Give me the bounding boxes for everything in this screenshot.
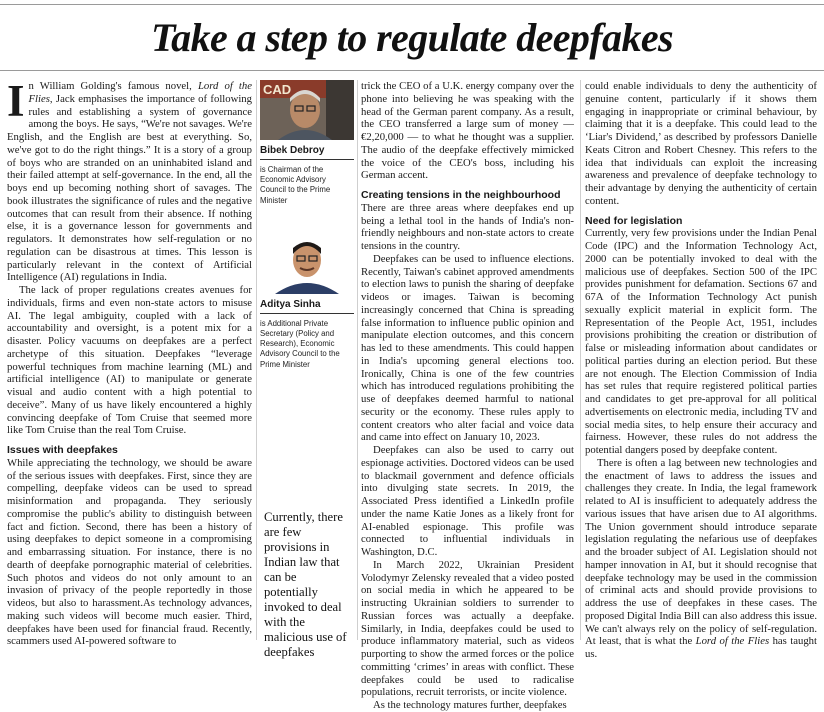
subheading: Issues with deepfakes bbox=[7, 444, 118, 456]
headline: Take a step to regulate deepfakes bbox=[151, 15, 673, 60]
text-span: n William Golding's famous novel, bbox=[28, 80, 198, 92]
paragraph: could enable individuals to deny the authenticity of genuine content, particularly if it shows them engaging in inappropriate or criminal behaviour, by claiming that it is a deepfake. This could lead to the ‘Liar's Dividend,’ as described by professors Danielle Keats Citron and Robert Chesney. This refers to the idea that individuals can exploit the increasing awareness and prevalence of deepfake technology to their advantage by denying the authenticity of certain content. bbox=[585, 80, 817, 207]
paragraph: In March 2022, Ukrainian President Volodymyr Zelensky revealed that a video posted on social media in which he appeared to be instructing Ukrainian soldiers to surrender to Russian forces was actually a deepfake. Similarly, in India, deepfakes could be used to produce inflammatory material, such as videos purporting to show the armed forces or the police committing ‘crimes’ in areas with conflict. These deepfakes could be used to radicalise populations, recruit terrorists, or incite violence. bbox=[361, 558, 574, 699]
column-rule bbox=[580, 80, 581, 640]
paragraph: Deepfakes can also be used to carry out espionage activities. Doctored videos can be used to blackmail government and defence officials into divulging state secrets. In 2019, the Associated Press identified a LinkedIn profile under the name Katie Jones as a likely front for AI-enabled espionage. This profile was connected to influential individuals in Washington, D.C. bbox=[361, 444, 574, 558]
article-column-1 bbox=[7, 76, 252, 648]
paragraph: Deepfakes can be used to influence elections. Recently, Taiwan's cabinet approved amendments to election laws to punish the sharing of deepfake videos or images. Taiwan is becoming increasingly concerned that China is spreading false information to influence public opinion and manipulate election outcomes, and this concern has led to these amendments. This could happen in India's upcoming general elections too. Ironically, China is one of the few countries which has introduced regulations prohibiting the use of deepfakes deemed harmful to national security or the economy. These rules apply to content creators who alter facial and voice data and came into effect on January 10, 2023. bbox=[361, 252, 574, 444]
paragraph bbox=[585, 457, 817, 661]
paragraph: There are three areas where deepfakes end up being a lethal tool in the hands of India's non-friendly neighbours and non-state actors to create tensions in the country. bbox=[361, 201, 574, 252]
book-title: Lord of the Flies bbox=[695, 635, 770, 648]
author-photo-bibek bbox=[260, 80, 354, 140]
subheading: Creating tensions in the neighbourhood bbox=[361, 189, 561, 201]
top-rule bbox=[0, 4, 824, 5]
author-name: Aditya Sinha bbox=[260, 299, 354, 314]
author-portrait-icon bbox=[260, 234, 354, 294]
author-portrait-icon bbox=[260, 80, 354, 140]
paragraph bbox=[7, 76, 252, 284]
author-column bbox=[260, 80, 354, 370]
text-span: , Jack emphasises the importance of following rules and establishing a system of governance among the boys. He says, “We're not savages. We're English, and the English are best at everything. So, we've got to do the right things.” It is a story of a group of boys who are stranded on an uninhabited island and their failed attempt at self-governance. In the end, all the boys end up becoming nothing short of savages. The book illustrates the significance of rules and the negative outcomes that can result from their absence. If nothing else, it is a governance lesson for governments and regulators. It demonstrates how self-regulation or no regulation can be disastrous at times. This lesson is particularly relevant in the context of Artificial Intelligence (AI) regulations in India. bbox=[7, 92, 252, 284]
column-rule bbox=[357, 80, 358, 640]
drop-cap: I bbox=[7, 76, 25, 126]
book-title: Lord of the Flies bbox=[28, 80, 252, 105]
paragraph: The lack of proper regulations creates avenues for individuals, firms and even non-state actors to misuse AI. The legal ambiguity, coupled with a lack of accountability and oversight, is a potent mix for a disaster. Policy vacuums on deepfakes are a perfect archetype of this situation. Deepfakes “leverage powerful techniques from machine learning (ML) and artificial intelligence (AI) to manipulate or generate visual and audio content with a high potential to deceive”. Many of us have likely encountered a highly convincing deepfake of Tom Cruise that seemed more like Tom Cruise than the real Tom Cruise. bbox=[7, 284, 252, 437]
article-column-4 bbox=[585, 80, 817, 660]
text-span: There is often a lag between new technologies and the enactment of laws to address the issues and challenges they create. In India, the legal framework related to AI is insufficient to adequately address the various issues that have arisen due to AI algorithms. The Union government should introduce separate legislation regulating the nefarious use of deepfakes and the broader subject of AI. Legislation should not hamper innovation in AI, but it should recognise that deepfake technology may be used in the commission of criminal acts and should provide provisions to address the use of deepfakes in these cases. The proposed Digital India Bill can also address this issue. We can't always rely on the policy of self-regulation. At least, that is what the bbox=[585, 456, 817, 648]
paragraph: Currently, very few provisions under the Indian Penal Code (IPC) and the Information Technology Act, 2000 can be potentially invoked to deal with the malicious use of deepfakes. Section 500 of the IPC provides punishment for defamation. Sections 67 and 67A of the Information Technology Act punish sexually explicit material in explicit form. The Representation of the People Act, 1951, includes provisions prohibiting the creation or distribution of false or misleading information about candidates or political parties during an election period. But these are not enough. The Election Commission of India has set rules that require registered political parties and candidates to get pre-approval for all political advertisements on electronic media, including TV and social media sites, to help ensure their accuracy and fairness. However, these rules do not address the potential dangers posed by deepfake content. bbox=[585, 227, 817, 456]
author-name: Bibek Debroy bbox=[260, 145, 354, 160]
paragraph: While appreciating the technology, we should be aware of the serious issues with deepfakes. First, since they are compelling, deepfake videos can be used to spread misinformation and propaganda. They seriously compromise the public's ability to distinguish between fact and fiction. Second, there has been a history of using deepfakes to depict someone in a compromising and embarrassing situation. For instance, there is no dearth of deepfake pornographic material of celebrities. Such photos and videos do not only amount to an invasion of privacy of the people reportedly in those videos, but also to harassment.As technology advances, making such videos will become much easier. Third, deepfakes have been used for financial fraud. Recently, scammers used AI-powered software to bbox=[7, 456, 252, 648]
photo-banner-text: CAD bbox=[263, 82, 292, 97]
paragraph: trick the CEO of a U.K. energy company over the phone into believing he was speaking with the head of the German parent company. As a result, the CEO transferred a large sum of money — €2,20,000 — to what he thought was a supplier. The audio of the deepfake effectively mimicked the voice of the CEO's boss, including his German accent. bbox=[361, 80, 574, 182]
author-bio: is Chairman of the Economic Advisory Council to the Prime Minister bbox=[260, 165, 331, 205]
author-photo-aditya bbox=[260, 234, 354, 294]
paragraph: As the technology matures further, deepfakes bbox=[373, 699, 567, 711]
column-rule bbox=[256, 80, 257, 640]
text-span: has taught us. bbox=[585, 635, 817, 660]
subheading: Need for legislation bbox=[585, 214, 683, 227]
article-column-3 bbox=[361, 80, 574, 711]
author-bio: is Additional Private Secretary (Policy and Research), Economic Advisory Council to the Prime Minister bbox=[260, 318, 340, 369]
headline-rule bbox=[0, 70, 824, 71]
pull-quote: Currently, there are few provisions in Indian law that can be potentially invoked to deal with the malicious use of deepfakes bbox=[264, 510, 347, 659]
